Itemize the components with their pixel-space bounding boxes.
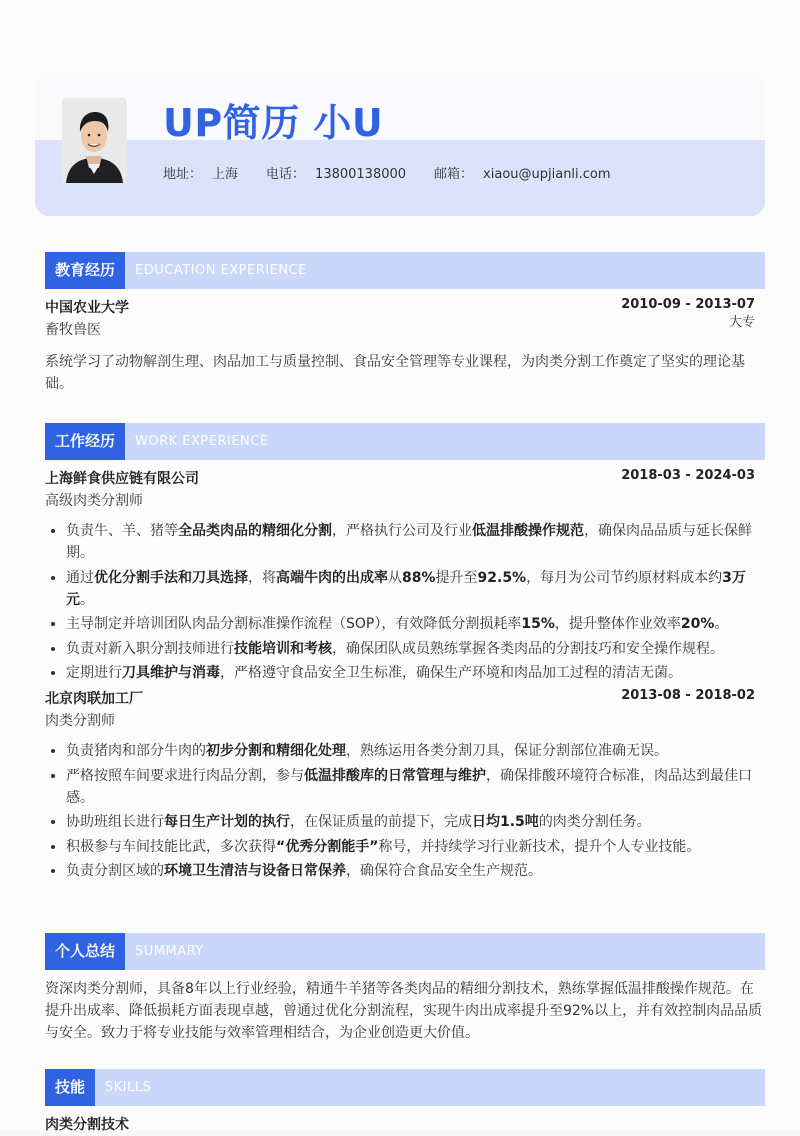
section-title: 技能 [45, 1069, 95, 1106]
avatar-portrait-icon [62, 98, 127, 183]
address-label: 地址： [163, 167, 203, 182]
section-header [45, 933, 765, 970]
job-bullet: • 严格按照车间要求进行肉品分割，参与低温排酸库的日常管理与维护，确保排酸环境符合标准，肉品达到最佳口感。 [66, 765, 765, 809]
job-bullet: • 积极参与车间技能比武，多次获得“优秀分割能手”称号，并持续学习行业新技术，提升个人专业技能。 [66, 836, 765, 858]
job-bullet: • 协助班组长进行每日生产计划的执行，在保证质量的前提下，完成日均1.5吨的肉类分割任务。 [66, 811, 765, 833]
job-bullet: • 负责分割区域的环境卫生清洁与设备日常保养，确保符合食品安全生产规范。 [66, 860, 765, 882]
header-top [35, 70, 765, 140]
job-bullet: • 通过优化分割手法和刀具选择，将高端牛肉的出成率从88%提升至92.5%，每月为公司节约原材料成本约3万元。 [66, 567, 765, 611]
education-section [45, 252, 765, 395]
skill-row [45, 1114, 765, 1136]
job-date: 2013-08 - 2018-02 [621, 688, 755, 703]
section-title: 教育经历 [45, 252, 125, 289]
job-bullet: • 负责对新入职分割技师进行技能培训和考核，确保团队成员熟练掌握各类肉品的分割技巧和安全操作规程。 [66, 638, 765, 660]
address-value: 上海 [212, 167, 239, 182]
job-date: 2018-03 - 2024-03 [621, 468, 755, 483]
section-header [45, 1069, 765, 1106]
job-bullet: • 负责猪肉和部分牛肉的初步分割和精细化处理，熟练运用各类分割刀具，保证分割部位准确无误。 [66, 740, 765, 762]
section-header [45, 252, 765, 289]
job-bullet: • 定期进行刀具维护与消毒，严格遵守食品安全卫生标准，确保生产环境和肉品加工过程的清洁无菌。 [66, 662, 765, 684]
section-title-en: SUMMARY [135, 944, 204, 959]
job-bullet: • 负责牛、羊、猪等全品类肉品的精细化分割，严格执行公司及行业低温排酸操作规范，确保肉品品质与延长保鲜期。 [66, 520, 765, 564]
degree: 大专 [728, 315, 755, 330]
job-entry [45, 468, 765, 684]
work-section [45, 423, 765, 885]
major: 畜牧兽医 [45, 322, 101, 338]
education-date: 2010-09 - 2013-07 [621, 297, 755, 312]
avatar-photo [62, 98, 127, 183]
education-sub-row [45, 315, 765, 343]
skills-section [45, 1069, 765, 1136]
phone-label: 电话： [266, 167, 306, 182]
header-card [35, 70, 765, 216]
candidate-name: UP简历 小U [163, 101, 384, 145]
phone-value: 13800138000 [315, 167, 407, 182]
job-position: 高级肉类分割师 [45, 493, 143, 509]
contact-line [163, 163, 611, 182]
section-title: 个人总结 [45, 933, 125, 970]
summary-section [45, 933, 765, 1044]
job-position: 肉类分割师 [45, 713, 115, 729]
job-entry [45, 688, 765, 882]
section-title-en: WORK EXPERIENCE [135, 434, 269, 449]
company-name: 北京肉联加工厂 [45, 691, 143, 707]
job-row [45, 688, 765, 710]
job-row [45, 468, 765, 490]
company-name: 上海鲜食供应链有限公司 [45, 471, 199, 487]
skill-item: 肉类分割技术 [45, 1117, 129, 1133]
job-bullet: • 主导制定并培训团队肉品分割标准操作流程（SOP），有效降低分割损耗率15%，提升整体作业效率20%。 [66, 613, 765, 635]
section-title: 工作经历 [45, 423, 125, 460]
job-bullets [45, 520, 765, 684]
job-bullets [45, 740, 765, 882]
email-value[interactable]: xiaou@upjianli.com [483, 167, 611, 182]
section-title-en: EDUCATION EXPERIENCE [135, 263, 307, 278]
section-title-en: SKILLS [105, 1080, 152, 1095]
education-entry-row [45, 297, 765, 319]
education-description: 系统学习了动物解剖生理、肉品加工与质量控制、食品安全管理等专业课程，为肉类分割工作奠定了坚实的理论基础。 [45, 354, 745, 392]
email-label: 邮箱： [434, 167, 474, 182]
school-name: 中国农业大学 [45, 300, 129, 316]
section-header [45, 423, 765, 460]
summary-text: 资深肉类分割师，具备8年以上行业经验，精通牛羊猪等各类肉品的精细分割技术，熟练掌握低温排酸操作规范。在提升出成率、降低损耗方面表现卓越，曾通过优化分割流程，实现牛肉出成率提升至92%以上，并有效控制肉品品质与安全。致力于将专业技能与效率管理相结合，为企业创造更大价值。 [45, 981, 763, 1041]
